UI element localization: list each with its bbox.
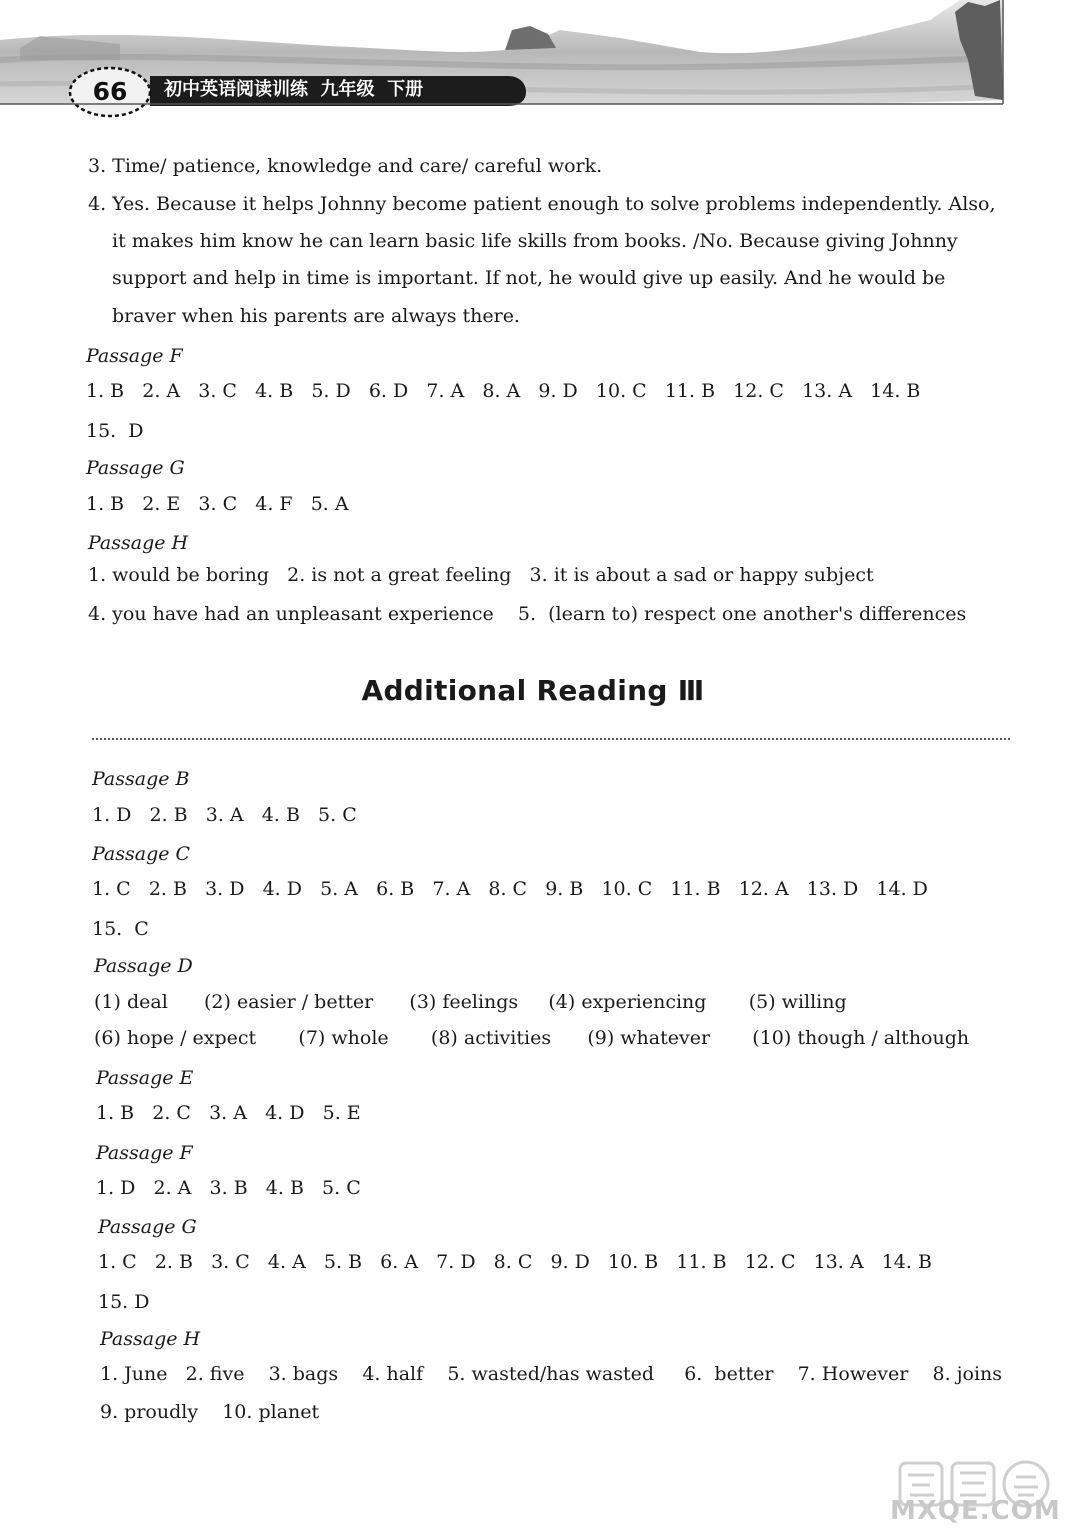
ar-passage-b-answers: 1. D 2. B 3. A 4. B 5. C (92, 804, 357, 826)
passage-g-label: Passage G (86, 457, 185, 479)
dotted-divider (92, 738, 1010, 740)
section-title: Additional Reading Ⅲ (361, 674, 705, 707)
ar-passage-g-answers-cont: 15. D (98, 1291, 150, 1313)
ar-passage-e-answers: 1. B 2. C 3. A 4. D 5. E (96, 1102, 361, 1124)
book-title: 初中英语阅读训练 九年级 下册 (164, 79, 424, 100)
answer-line-3: 3. Time/ patience, knowledge and care/ careful work. (88, 155, 603, 177)
passage-h-answers-cont: 4. you have had an unpleasant experience 5. (learn to) respect one another's differences (88, 603, 967, 625)
ar-passage-d-label: Passage D (94, 955, 193, 977)
ar-passage-e-label: Passage E (96, 1067, 194, 1089)
ar-passage-g-label: Passage G (98, 1216, 197, 1238)
page-number: 66 (92, 77, 128, 106)
ar-passage-h-answers-cont: 9. proudly 10. planet (100, 1401, 320, 1423)
passage-f-label: Passage F (86, 345, 183, 367)
ar-passage-c-label: Passage C (92, 843, 191, 865)
ar-passage-c-answers: 1. C 2. B 3. D 4. D 5. A 6. B 7. A 8. C 9. B 10. C 11. B 12. A 13. D 14. D (92, 878, 928, 900)
ar-passage-h-answers: 1. June 2. five 3. bags 4. half 5. wasted/has wasted 6. better 7. However 8. joins (100, 1363, 1003, 1385)
ar-passage-b-label: Passage B (92, 768, 190, 790)
passage-f-answers-cont: 15. D (86, 420, 144, 442)
answer-line-4-cont-3: braver when his parents are always there. (112, 305, 520, 327)
watermark-text: MXQE.COM (890, 1496, 1061, 1526)
answer-line-4: 4. Yes. Because it helps Johnny become patient enough to solve problems independently. Also, (88, 193, 996, 215)
ar-passage-g-answers: 1. C 2. B 3. C 4. A 5. B 6. A 7. D 8. C 9. D 10. B 11. B 12. C 13. A 14. B (98, 1251, 932, 1273)
ar-passage-d-answers-cont: (6) hope / expect (7) whole (8) activities (9) whatever (10) though / although (94, 1027, 970, 1049)
passage-f-answers: 1. B 2. A 3. C 4. B 5. D 6. D 7. A 8. A 9. D 10. C 11. B 12. C 13. A 14. B (86, 380, 921, 402)
passage-g-answers: 1. B 2. E 3. C 4. F 5. A (86, 493, 349, 515)
answer-line-4-cont-2: support and help in time is important. If not, he would give up easily. And he would be (112, 267, 946, 289)
ar-passage-h-label: Passage H (100, 1328, 201, 1350)
answer-line-4-cont-1: it makes him know he can learn basic life skills from books. /No. Because giving Johnny (112, 230, 958, 252)
passage-h-answers: 1. would be boring 2. is not a great feeling 3. it is about a sad or happy subject (88, 564, 874, 586)
ar-passage-c-answers-cont: 15. C (92, 918, 149, 940)
ar-passage-f-answers: 1. D 2. A 3. B 4. B 5. C (96, 1177, 361, 1199)
passage-h-label: Passage H (88, 532, 189, 554)
ar-passage-d-answers: (1) deal (2) easier / better (3) feelings (4) experiencing (5) willing (94, 991, 847, 1013)
ar-passage-f-label: Passage F (96, 1142, 193, 1164)
